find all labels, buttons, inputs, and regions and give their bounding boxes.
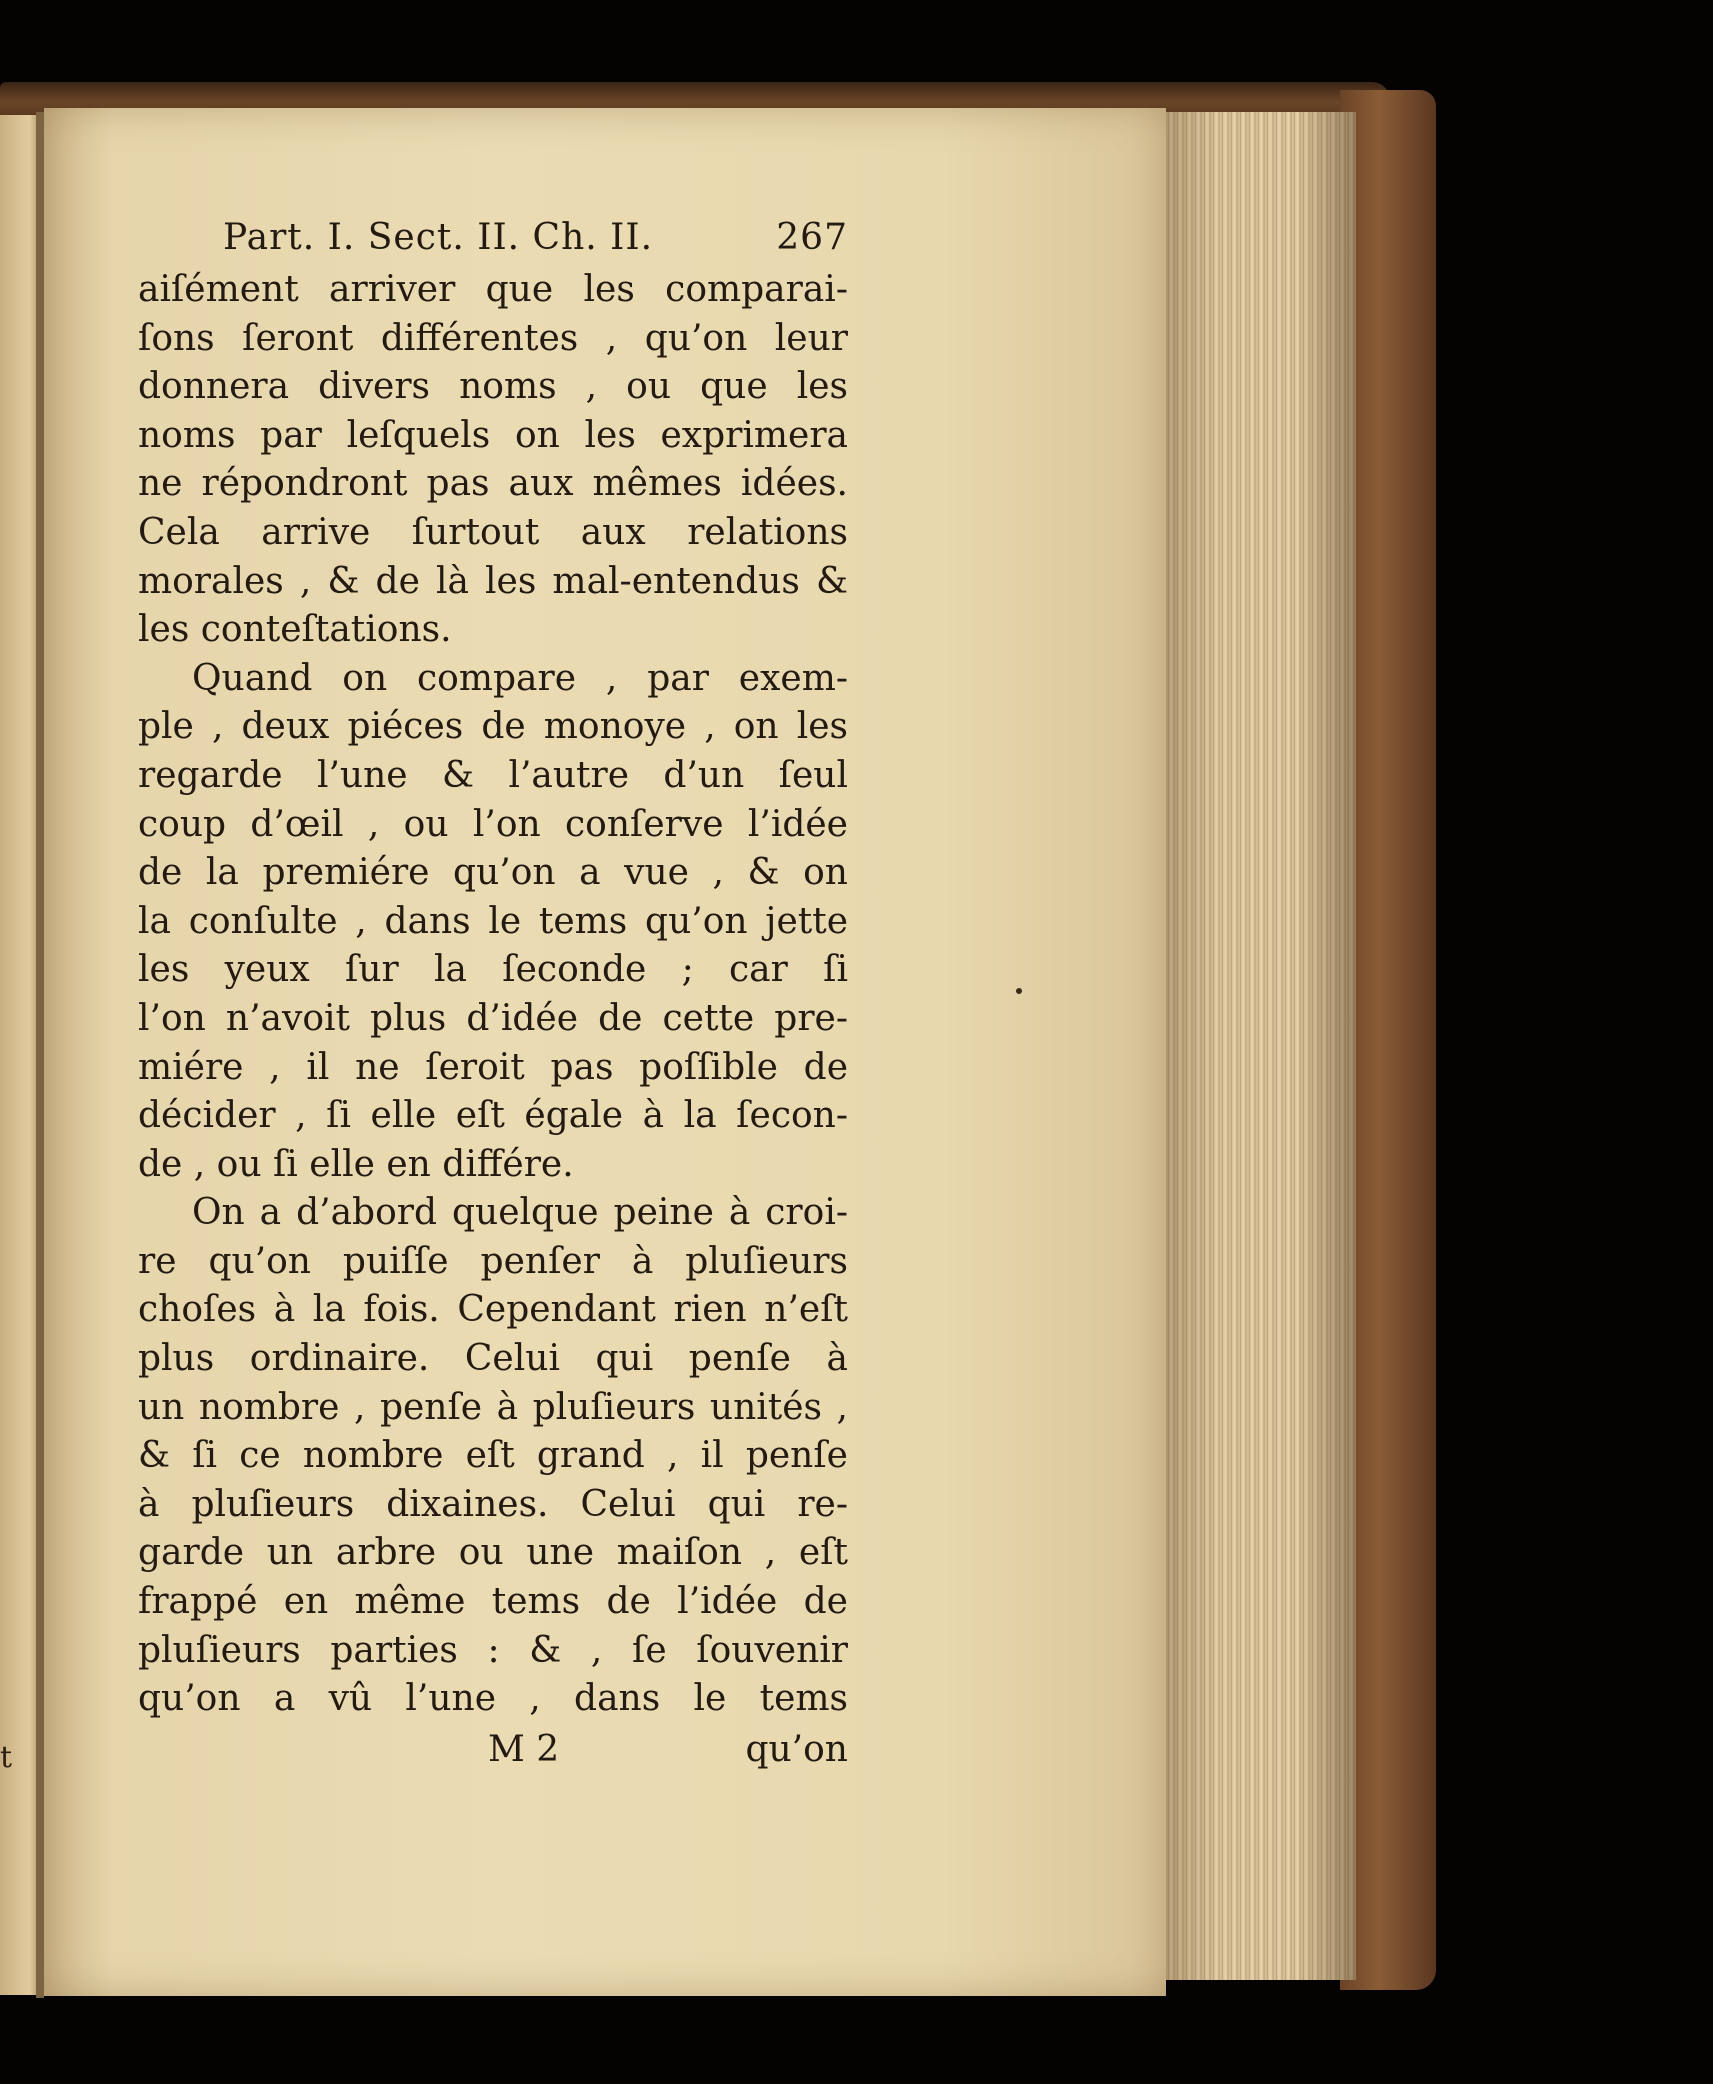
text-line: morales , & de là les mal-entendus &	[138, 560, 848, 602]
text-line: regarde l’une & l’autre d’un ſeul	[138, 754, 848, 796]
text-line: à pluſieurs dixaines. Celui qui re-	[138, 1483, 848, 1525]
text-line: l’on n’avoit plus d’idée de cette pre-	[138, 997, 848, 1039]
text-line: aiſément arriver que les comparai-	[138, 269, 848, 310]
paragraph	[138, 1189, 848, 1724]
page-number: 267	[776, 217, 848, 258]
text-line: choſes à la fois. Cependant rien n’eſt	[138, 1289, 848, 1331]
text-line: ne répondront pas aux mêmes idées.	[138, 463, 848, 505]
text-line: garde un arbre ou une maiſon , eſt	[138, 1532, 848, 1574]
text-line: re qu’on puiſſe penſer à pluſieurs	[138, 1240, 848, 1282]
ink-speck	[1016, 988, 1022, 994]
text-line: coup d’œil , ou l’on conſerve l’idée	[138, 803, 848, 845]
running-head	[223, 214, 848, 266]
signature-mark: M 2	[488, 1728, 560, 1770]
text-line: plus ordinaire. Celui qui penſe à	[138, 1338, 848, 1380]
text-line: les yeux ſur la ſeconde ; car ſi	[138, 949, 848, 991]
text-line: donnera divers noms , ou que les	[138, 366, 848, 408]
page-text	[138, 214, 848, 1778]
text-line: de la premiére qu’on a vue , & on	[138, 852, 848, 894]
text-line: noms par leſquels on les exprimera	[138, 414, 848, 456]
text-line: de , ou ſi elle en différe.	[138, 1143, 574, 1185]
text-line: les conteſtations.	[138, 609, 452, 651]
gutter-shadow	[36, 112, 44, 1998]
page-block-shade	[1160, 112, 1356, 1980]
text-line: Quand on compare , par exem-	[192, 657, 848, 699]
text-line: pluſieurs parties : & , ſe ſouvenir	[138, 1629, 848, 1671]
text-line: ſons ſeront différentes , qu’on leur	[138, 317, 848, 359]
facing-page-margin-letter: t	[0, 1740, 13, 1775]
text-line: un nombre , penſe à pluſieurs unités ,	[138, 1386, 848, 1428]
paragraph	[138, 266, 848, 655]
text-line: frappé en même tems de l’idée de	[138, 1581, 848, 1623]
text-line: & ſi ce nombre eſt grand , il penſe	[138, 1435, 848, 1477]
text-line: Cela arrive ſurtout aux relations	[138, 511, 848, 553]
running-head-title: Part. I. Sect. II. Ch. II.	[223, 217, 654, 258]
page-footer	[138, 1726, 848, 1778]
text-line: ple , deux piéces de monoye , on les	[138, 706, 848, 748]
text-line: qu’on a vû l’une , dans le tems	[138, 1678, 848, 1720]
text-line: miére , il ne ſeroit pas poſſible de	[138, 1046, 848, 1088]
catchword: qu’on	[745, 1728, 848, 1770]
text-line: la conſulte , dans le tems qu’on jette	[138, 900, 848, 942]
text-line: décider , ſi elle eſt égale à la ſecon-	[138, 1095, 848, 1137]
text-line: On a d’abord quelque peine à croi-	[192, 1192, 848, 1234]
paragraph	[138, 655, 848, 1190]
